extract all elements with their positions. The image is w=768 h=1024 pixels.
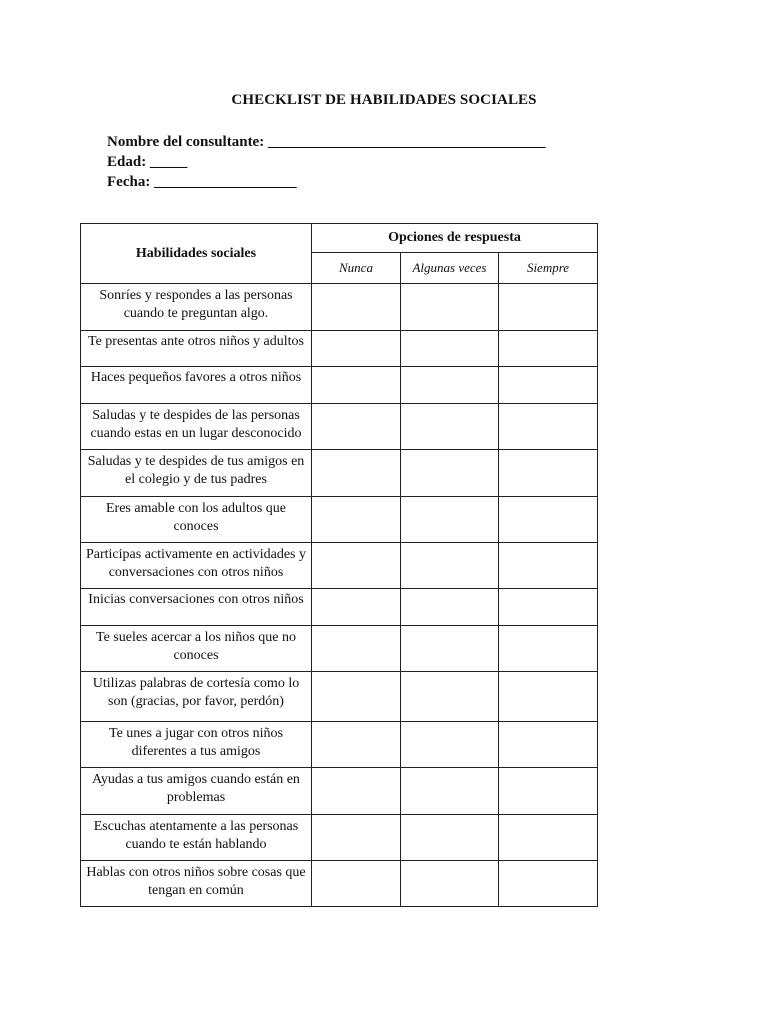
always-cell[interactable] <box>499 543 598 589</box>
checklist-table <box>80 223 598 907</box>
sometimes-cell[interactable] <box>401 284 499 331</box>
consultant-name-field: Nombre del consultante: _____________________________________ <box>107 134 546 150</box>
date-field: Fecha: ___________________ <box>107 174 297 190</box>
sometimes-cell[interactable] <box>401 543 499 589</box>
always-cell[interactable] <box>499 861 598 907</box>
always-cell[interactable] <box>499 589 598 626</box>
table-row <box>81 497 598 543</box>
skill-label: Inicias conversaciones con otros niños <box>81 589 312 626</box>
option-always-header: Siempre <box>499 253 598 284</box>
always-cell[interactable] <box>499 768 598 815</box>
table-row <box>81 450 598 497</box>
never-cell[interactable] <box>312 722 401 768</box>
table-header-row <box>81 224 598 253</box>
skill-label: Eres amable con los adultos que conoces <box>81 497 312 543</box>
never-cell[interactable] <box>312 543 401 589</box>
always-cell[interactable] <box>499 367 598 404</box>
never-cell[interactable] <box>312 404 401 450</box>
sometimes-cell[interactable] <box>401 672 499 722</box>
sometimes-cell[interactable] <box>401 367 499 404</box>
age-field: Edad: _____ <box>107 154 188 170</box>
response-options-header: Opciones de respuesta <box>312 224 598 253</box>
skill-label: Utilizas palabras de cortesía como lo son (gracias, por favor, perdón) <box>81 672 312 722</box>
table-row <box>81 815 598 861</box>
always-cell[interactable] <box>499 722 598 768</box>
always-cell[interactable] <box>499 331 598 367</box>
page-title: CHECKLIST DE HABILIDADES SOCIALES <box>231 92 537 108</box>
always-cell[interactable] <box>499 815 598 861</box>
skill-label: Hablas con otros niños sobre cosas que tengan en común <box>81 861 312 907</box>
table-row <box>81 672 598 722</box>
never-cell[interactable] <box>312 861 401 907</box>
always-cell[interactable] <box>499 450 598 497</box>
never-cell[interactable] <box>312 450 401 497</box>
skill-label: Saludas y te despides de tus amigos en el colegio y de tus padres <box>81 450 312 497</box>
never-cell[interactable] <box>312 626 401 672</box>
always-cell[interactable] <box>499 284 598 331</box>
never-cell[interactable] <box>312 672 401 722</box>
skills-column-header: Habilidades sociales <box>81 224 312 284</box>
never-cell[interactable] <box>312 589 401 626</box>
sometimes-cell[interactable] <box>401 626 499 672</box>
skill-label: Escuchas atentamente a las personas cuando te están hablando <box>81 815 312 861</box>
table-row <box>81 861 598 907</box>
skill-label: Sonríes y respondes a las personas cuando te preguntan algo. <box>81 284 312 331</box>
never-cell[interactable] <box>312 331 401 367</box>
table-row <box>81 589 598 626</box>
never-cell[interactable] <box>312 768 401 815</box>
table-row <box>81 404 598 450</box>
always-cell[interactable] <box>499 626 598 672</box>
table-row <box>81 722 598 768</box>
sometimes-cell[interactable] <box>401 404 499 450</box>
table-row <box>81 367 598 404</box>
option-sometimes-header: Algunas veces <box>401 253 499 284</box>
table-row <box>81 768 598 815</box>
never-cell[interactable] <box>312 367 401 404</box>
sometimes-cell[interactable] <box>401 768 499 815</box>
never-cell[interactable] <box>312 497 401 543</box>
table-row <box>81 284 598 331</box>
always-cell[interactable] <box>499 404 598 450</box>
skill-label: Participas activamente en actividades y conversaciones con otros niños <box>81 543 312 589</box>
skill-label: Haces pequeños favores a otros niños <box>81 367 312 404</box>
sometimes-cell[interactable] <box>401 861 499 907</box>
skill-label: Ayudas a tus amigos cuando están en problemas <box>81 768 312 815</box>
always-cell[interactable] <box>499 497 598 543</box>
never-cell[interactable] <box>312 284 401 331</box>
table-row <box>81 543 598 589</box>
sometimes-cell[interactable] <box>401 589 499 626</box>
skill-label: Te unes a jugar con otros niños diferentes a tus amigos <box>81 722 312 768</box>
option-never-header: Nunca <box>312 253 401 284</box>
skill-label: Saludas y te despides de las personas cuando estas en un lugar desconocido <box>81 404 312 450</box>
sometimes-cell[interactable] <box>401 497 499 543</box>
sometimes-cell[interactable] <box>401 815 499 861</box>
skill-label: Te sueles acercar a los niños que no conoces <box>81 626 312 672</box>
sometimes-cell[interactable] <box>401 331 499 367</box>
sometimes-cell[interactable] <box>401 722 499 768</box>
skill-label: Te presentas ante otros niños y adultos <box>81 331 312 367</box>
sometimes-cell[interactable] <box>401 450 499 497</box>
never-cell[interactable] <box>312 815 401 861</box>
always-cell[interactable] <box>499 672 598 722</box>
table-row <box>81 331 598 367</box>
table-row <box>81 626 598 672</box>
